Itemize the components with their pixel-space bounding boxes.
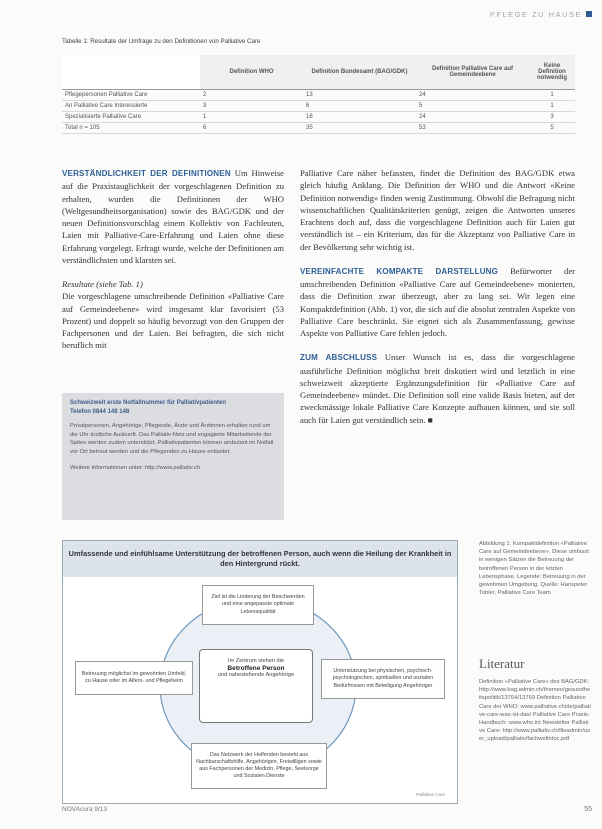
figure-banner: Umfassende und einfühlsame Unterstützung der betroffenen Person, auch wenn die Heilung der Krankheit in den Hintergrund rückt. [63,541,457,577]
table-row [62,101,575,112]
paragraph [300,351,575,426]
diagram-box-left: Betreuung möglichst im gewohnten Umfeld, zu Hause oder im Alters- und Pflegeheim [75,661,193,695]
literature-title: Literatur [479,656,525,671]
paragraph [300,265,575,340]
section-heading: VERSTÄNDLICHKEIT DER DEFINITIONEN [62,169,231,178]
header-square-icon [586,11,592,17]
table-cell: 16 [303,112,416,123]
palliative-care-logo: Palliative Care [415,792,445,797]
table-caption: Tabelle 1: Resultate der Umfrage zu den Definitionen von Palliative Care [62,38,261,45]
info-box-body: Privatpersonen, Angehörige, Pflegende, Ärzte und Ärztinnen erhalten rund um die Uhr ärztliche Auskunft. Das Palliativ-Netz und engagierte Mitarbeitende der Spitex werden zudem unterstützt. Palliativpatienten können ambulant im Notfall vor Ort betreut werden und die Pflegenden zu Hause entlastet. [70,423,274,455]
table-cell: 2 [200,90,303,101]
table-row [62,90,575,101]
section-heading: VEREINFACHTE KOMPAKTE DARSTELLUNG [300,266,499,276]
info-box [62,393,284,520]
paragraph-text: Befürworter der umschreibenden Definition «Palliative Care auf Gemeindeebene» monierten, dass die Definition zwar überzeugt, aber zu lang sei. Wir legen eine Kompaktdefinition (Abb. 1) vor, die sich auf die absolut zentralen Aspekte von Palliative Care beschränkt. Sie eignet sich als Zusammenfassung, gewisse Aspekte von Palliative Care fehlen jedoch. [300,265,575,338]
diagram-box-top: Ziel ist die Linderung der Beschwerden und eine angepasste optimale Lebensqualität [202,585,314,625]
table-cell: 1 [529,101,575,112]
center-text-bottom: und nahestehende Angehörige [217,672,295,679]
section-header: PFLEGE ZU HAUSE [490,10,592,19]
figure-caption: Abbildung 1: Kompaktdefinition «Palliative Care auf Gemeindeebene». Diese umfasst in wenigen Sätzen die Betreuung der betroffenen Person in der letzten Lebensphase. Legende: Betreuung in der gewohnten Umgebung. Quelle: Hanspeter Tobler, Palliative Care Team [479,541,589,597]
table-header-cell: Definition Palliative Care auf Gemeindeebene [416,55,529,90]
table-cell: 35 [303,123,416,134]
table-cell: 1 [529,90,575,101]
paragraph: Die vorgeschlagene umschreibende Definition «Palliative Care auf Gemeindeebene» wird insgesamt klar favorisiert (53 Prozent) und doppelt so häufig bevorzugt von den Gruppen der Fachpersonen und der Laien. Bei befragten, die sich nicht beruflich mit [62,291,284,351]
table-cell: 5 [529,123,575,134]
diagram-box-right: Unterstützung bei physischen, psychisch-psychologischen, spirituellen und sozialen Bedürfnissen mit Beteiligung Angehöriger [321,659,445,699]
table-cell: 24 [416,112,529,123]
footer-magazine: NOVAcura 9/13 [62,806,108,813]
table-header-cell: Definition WHO [200,55,303,90]
literature-list: Definition «Palliative Care» des BAG/GDK: http://www.bag.admin.ch/themen/gesundheitspolitik/13764/13769 Definition Palliative Care der WHO: www.palliative.ch/de/palliative-care-was-ist-das/ Palliative Care Praxis-Handbuch: www.who.int Newsletter Palliative Care: http://www.palliativ.ch/fileadmin/user_upload/palliativ/fachwelt/doc.pdf [479,679,591,743]
table-cell: 3 [529,112,575,123]
paragraph [62,167,284,266]
section-heading: ZUM ABSCHLUSS [300,353,378,363]
table-cell: 53 [416,123,529,134]
table-header-cell [62,55,200,90]
table-cell: 6 [303,101,416,112]
right-text-column [300,167,575,438]
paragraph-text: Um Hinweise auf die Praxistauglichkeit der vorgeschlagenen Definition zu erhalten, wurden die Definitionen der WHO (Weltgesundheitsorganisation) sowie des BAG/GDK und der neuen Definitionsvorschlag einem Kollektiv von Fachleuten, Laien mit Palliative-Care-Erfahrung und Laien ohne diese Erfahrung vorgelegt. Erfragt wurde, welche der Definitionen am verständlichsten und klarsten sei. [62,168,284,265]
table-header-row [62,55,575,90]
table-header-cell: Keine Definition notwendig [529,55,575,90]
paragraph-text: Unser Wunsch ist es, dass die vorgeschlagene ausführliche Definition möglichst breit diskutiert wird und letztlich in eine schweizweit akzeptierte Ergänzungsdefinition für «Palliative Care auf Gemeindeebene» mündet. Die Definition soll eine valide Basis bieten, auf der zweckmässige lokale Palliative Care Konzepte aufbauen können, und sie soll auch für Laien gut verständlich sein. ■ [300,352,576,425]
diagram-box-bottom: Das Netzwerk der Helfenden besteht aus Nachbarschaftshilfe, Angehörigen, Freiwilligen sowie aus Fachpersonen der Medizin, Pflege, Seelsorge und Sozialen Dienste [191,743,327,789]
info-box-title: Schweizweit erste Notfallnummer für Palliativpatienten [70,400,227,406]
page-number: 55 [584,806,592,813]
table-cell: 24 [416,90,529,101]
table-cell: 3 [200,101,303,112]
center-text-main: Betroffene Person [227,665,285,673]
table-cell: Pflegepersonen Palliative Care [62,90,200,101]
table-header-cell: Definition Bundesamt (BAG/GDK) [303,55,416,90]
table-row [62,112,575,123]
table-cell: 13 [303,90,416,101]
table-cell: Spezialisierte Palliative Care [62,112,200,123]
table-cell: 6 [200,123,303,134]
definition-table [62,55,575,134]
table-cell: An Palliative Care Interessierte [62,101,200,112]
subheading: Resultate (siehe Tab. 1) [62,279,143,289]
center-text-top: Im Zentrum stehen die [228,658,284,664]
table-cell: 5 [416,101,529,112]
table-cell: 1 [200,112,303,123]
left-text-column [62,167,284,364]
info-box-link[interactable]: Weitere Informationen unter: http://www.palliativ.ch [70,465,200,471]
diagram-center-box [199,649,313,723]
table-cell: Total n = 105 [62,123,200,134]
paragraph: Palliative Care näher befassten, findet die Definition des BAG/GDK etwa gleich häufig Anklang. Die Definition der WHO und die Antwort «Keine Definition notwendig» finden wenig Zustimmung. Obwohl die Befragung nicht wissenschaftlichen Qualitätskriterien genügt, zeigen die Antworten unseres Erachtens doch auf, dass die vorgeschlagene Definition auch für Laien gut verständlich ist – ein Kriterium, das für die Akzeptanz von Palliative Care in der Bevölkerung sehr wichtig ist. [300,168,575,252]
info-box-phone: Telefon 0844 148 148 [70,408,130,415]
figure-definition-diagram [62,540,458,804]
table-row [62,123,575,134]
